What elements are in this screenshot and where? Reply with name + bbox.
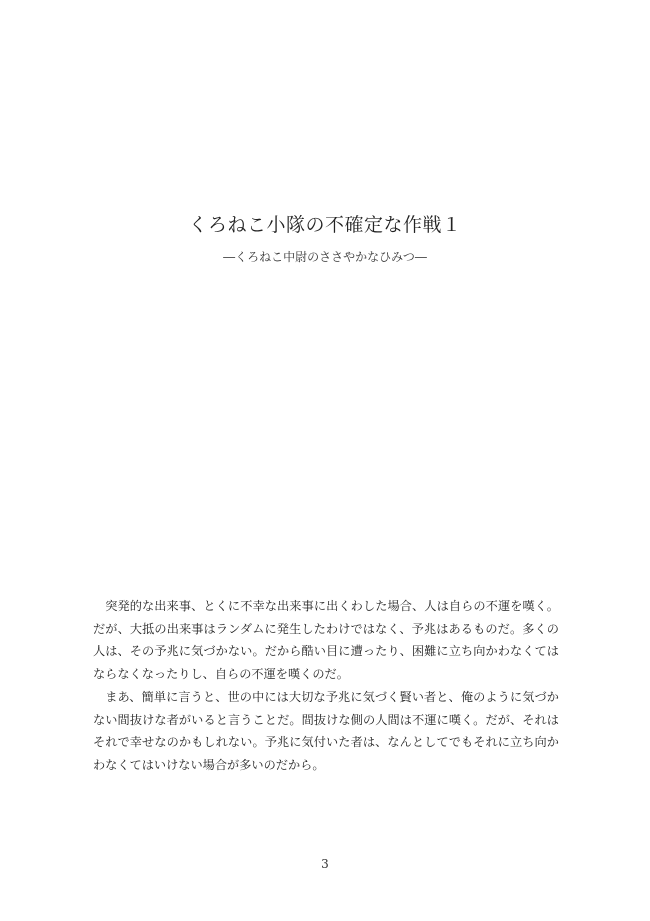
chapter-subtitle: ―くろねこ中尉のささやかなひみつ― <box>223 250 427 264</box>
page-number: 3 <box>321 857 329 871</box>
body-text <box>93 595 559 777</box>
paragraph: 突発的な出来事、とくに不幸な出来事に出くわした場合、人は自らの不運を嘆く。だが、大抵の出来事はランダムに発生したわけではなく、予兆はあるものだ。多くの人は、その予兆に気づかない。だから酷い目に遭ったり、困難に立ち向かわなくてはならなくなったりし、自らの不運を嘆くのだ。 <box>93 599 559 682</box>
paragraph: まあ、簡単に言うと、世の中には大切な予兆に気づく賢い者と、俺のように気づかない間抜けな者がいると言うことだ。間抜けな側の人間は不運に嘆く。だが、それはそれで幸せなのかもしれない。予兆に気付いた者は、なんとしてでもそれに立ち向かわなくてはいけない場合が多いのだから。 <box>93 689 559 772</box>
chapter-title: くろねこ小隊の不確定な作戦１ <box>188 214 462 236</box>
